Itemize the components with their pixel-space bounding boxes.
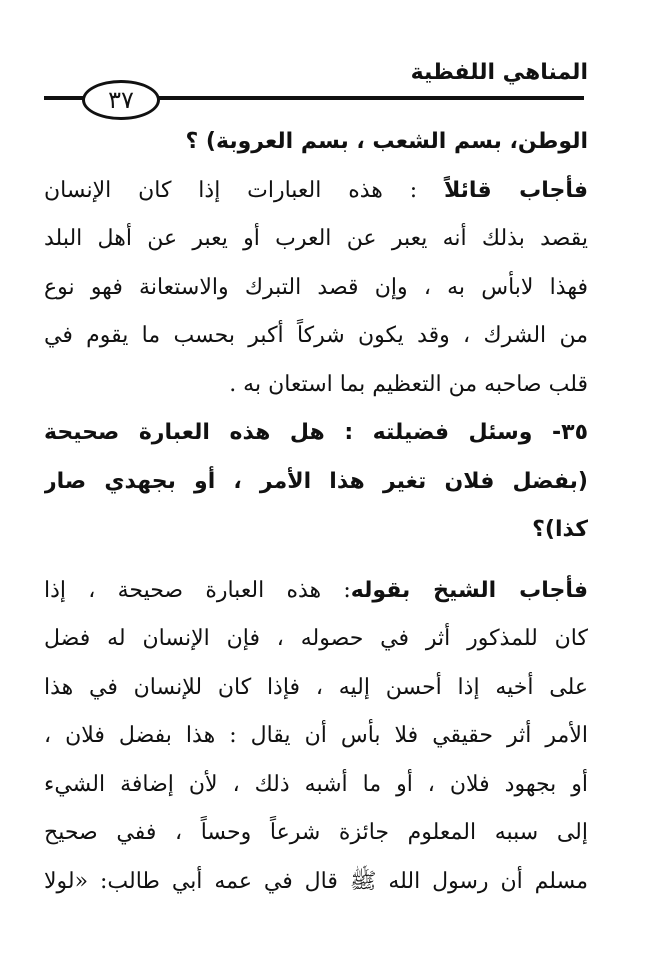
line-text: الأمر أثر حقيقي فلا بأس أن يقال : هذا بفضل فلان ، [44,723,588,748]
text-line [44,567,588,616]
text-line [44,615,588,664]
body-text [44,118,588,906]
text-line [44,167,588,216]
line-text: أو بجهود فلان ، أو ما أشبه ذلك ، لأن إضافة الشيء [44,771,588,797]
line-text: من الشرك ، وقد يكون شركاً أكبر بحسب ما يقوم في [44,323,588,348]
text-line [44,809,588,858]
line-text: مسلم أن رسول الله ﷺ قال في عمه أبي طالب: «لولا [44,868,588,894]
line-text: قلب صاحبه من التعظيم بما استعان به . [229,371,588,397]
page-number: ٣٧ [82,80,160,120]
line-text: فهذا لابأس به ، وإن قصد التبرك والاستعانة فهو نوع [44,274,588,300]
text-line [44,506,588,555]
text-line [44,361,588,410]
line-text: على أخيه إذا أحسن إليه ، فإذا كان للإنسان في هذا [44,674,588,700]
paragraph-gap [44,555,588,567]
text-line [44,664,588,713]
answer-lead: فأجاب الشيخ بقوله [350,577,588,603]
text-line [44,118,588,167]
line-text: : هذه العبارات إذا كان الإنسان [44,177,444,203]
line-text: يقصد بذلك أنه يعبر عن العرب أو يعبر عن أهل البلد [44,226,588,251]
text-line [44,312,588,361]
text-line [44,712,588,761]
running-title: المناهي اللفظية [410,60,588,85]
answer-lead: فأجاب قائلاً [443,177,588,203]
line-text: ٣٥- وسئل فضيلته : هل هذه العبارة صحيحة [44,420,588,445]
text-line [44,458,588,507]
text-line [44,761,588,810]
line-text: : هذه العبارة صحيحة ، إذا [44,577,351,603]
line-text: إلى سببه المعلوم جائزة شرعاً وحساً ، ففي صحيح [44,820,588,845]
text-line [44,409,588,458]
text-line [44,264,588,313]
line-text: كذا)؟ [532,517,588,542]
text-line [44,858,588,907]
line-text: (بفضل فلان تغير هذا الأمر ، أو بجهدي صار [44,468,588,494]
line-text: كان للمذكور أثر في حصوله ، فإن الإنسان له فضل [44,626,588,651]
text-line [44,215,588,264]
line-text: الوطن، بسم الشعب ، بسم العروبة) ؟ [185,129,588,154]
